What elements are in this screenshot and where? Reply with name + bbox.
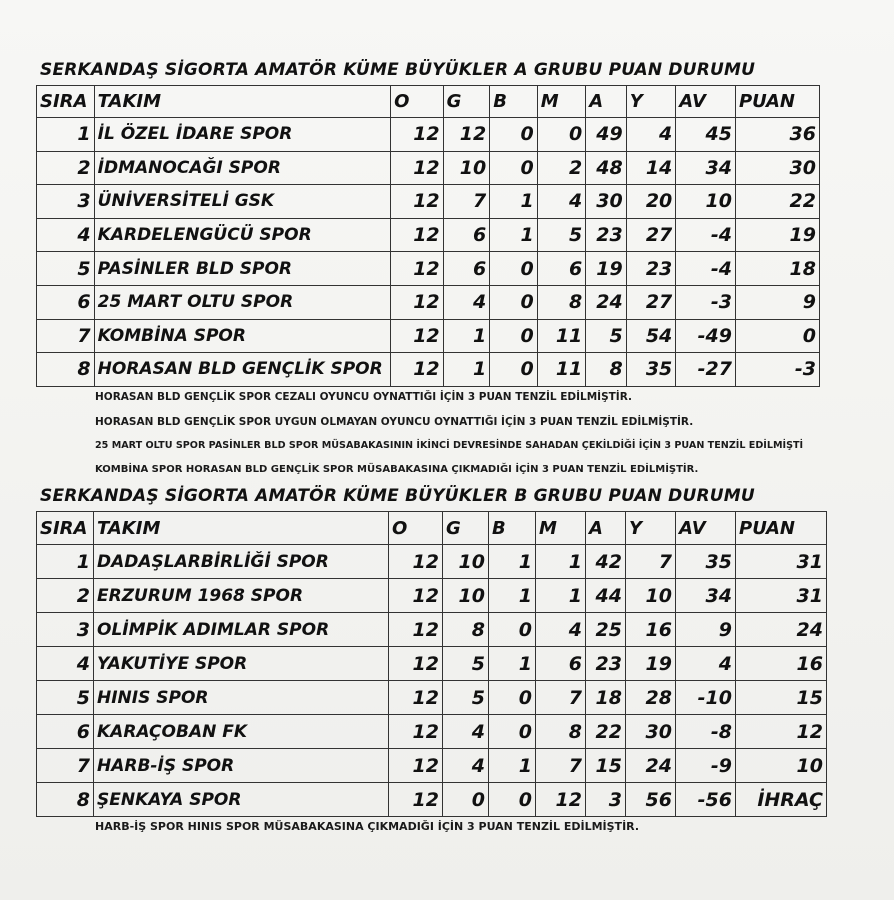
lost-cell: 5: [537, 218, 586, 252]
won-cell: 0: [443, 783, 489, 817]
table-row: [37, 319, 820, 353]
drawn-cell: 1: [490, 185, 538, 219]
goals-for-cell: 18: [586, 681, 626, 715]
played-cell: 12: [389, 647, 443, 681]
goal-diff-cell: 45: [676, 118, 736, 152]
column-header-puan: PUAN: [735, 86, 819, 118]
rank-cell: 1: [37, 118, 95, 152]
lost-cell: 6: [536, 647, 586, 681]
rank-cell: 2: [37, 579, 94, 613]
goal-diff-cell: 4: [676, 647, 736, 681]
played-cell: 12: [391, 218, 444, 252]
group-b-note: HARB-İŞ SPOR HINIS SPOR MÜSABAKASINA ÇIKMADIĞI İÇİN 3 PUAN TENZİL EDİLMİŞTİR.: [95, 820, 640, 833]
team-cell: KARAÇOBAN FK: [94, 715, 389, 749]
column-header-a: A: [586, 512, 626, 545]
goals-against-cell: 19: [626, 647, 676, 681]
lost-cell: 8: [536, 715, 586, 749]
goals-for-cell: 22: [586, 715, 626, 749]
points-cell: 19: [735, 218, 819, 252]
points-cell: 10: [736, 749, 827, 783]
rank-cell: 8: [37, 783, 94, 817]
rank-cell: 4: [37, 647, 94, 681]
lost-cell: 11: [537, 353, 586, 387]
won-cell: 7: [443, 185, 490, 219]
goals-for-cell: 44: [586, 579, 626, 613]
table-row: [37, 545, 827, 579]
won-cell: 6: [443, 218, 490, 252]
column-header-av: AV: [676, 512, 736, 545]
drawn-cell: 1: [489, 579, 536, 613]
team-cell: HARB-İŞ SPOR: [94, 749, 389, 783]
played-cell: 12: [391, 118, 444, 152]
goal-diff-cell: 35: [676, 545, 736, 579]
points-cell: İHRAÇ: [736, 783, 827, 817]
team-cell: ERZURUM 1968 SPOR: [94, 579, 389, 613]
lost-cell: 1: [536, 579, 586, 613]
lost-cell: 12: [536, 783, 586, 817]
goal-diff-cell: -8: [676, 715, 736, 749]
table-row: [37, 647, 827, 681]
points-cell: 22: [735, 185, 819, 219]
table-row: [37, 118, 820, 152]
column-header-m: M: [537, 86, 586, 118]
table-row: [37, 151, 820, 185]
column-header-o: O: [389, 512, 443, 545]
goal-diff-cell: -9: [676, 749, 736, 783]
goal-diff-cell: -4: [676, 252, 736, 286]
goals-against-cell: 54: [626, 319, 676, 353]
played-cell: 12: [391, 353, 444, 387]
goals-for-cell: 5: [586, 319, 626, 353]
table-row: [37, 783, 827, 817]
column-header-sira: SIRA: [37, 86, 95, 118]
played-cell: 12: [391, 319, 444, 353]
goals-against-cell: 7: [626, 545, 676, 579]
rank-cell: 1: [37, 545, 94, 579]
played-cell: 12: [391, 185, 444, 219]
points-cell: 31: [736, 545, 827, 579]
column-header-y: Y: [626, 86, 676, 118]
won-cell: 5: [443, 681, 489, 715]
drawn-cell: 1: [490, 218, 538, 252]
goals-for-cell: 8: [586, 353, 626, 387]
points-cell: 16: [736, 647, 827, 681]
goals-for-cell: 15: [586, 749, 626, 783]
rank-cell: 5: [37, 252, 95, 286]
column-header-takim: TAKIM: [94, 86, 390, 118]
group-a-table: [36, 85, 820, 387]
table-header-row: [37, 512, 827, 545]
points-cell: 24: [736, 613, 827, 647]
table-row: [37, 285, 820, 319]
drawn-cell: 0: [489, 715, 536, 749]
played-cell: 12: [391, 285, 444, 319]
points-cell: 18: [735, 252, 819, 286]
won-cell: 1: [443, 319, 490, 353]
rank-cell: 6: [37, 285, 95, 319]
rank-cell: 5: [37, 681, 94, 715]
won-cell: 12: [443, 118, 490, 152]
group-a-note: 25 MART OLTU SPOR PASİNLER BLD SPOR MÜSABAKASININ İKİNCİ DEVRESİNDE SAHADAN ÇEKİLDİĞİ İÇİN 3 PUAN TENZİL EDİLMİŞTİ: [95, 440, 804, 451]
points-cell: 31: [736, 579, 827, 613]
column-header-av: AV: [676, 86, 736, 118]
drawn-cell: 0: [490, 319, 538, 353]
table-row: [37, 715, 827, 749]
goal-diff-cell: -49: [676, 319, 736, 353]
goals-for-cell: 24: [586, 285, 626, 319]
drawn-cell: 0: [490, 118, 538, 152]
group-a-title: SERKANDAŞ SİGORTA AMATÖR KÜME BÜYÜKLER A GRUBU PUAN DURUMU: [40, 60, 756, 80]
won-cell: 4: [443, 749, 489, 783]
team-cell: YAKUTİYE SPOR: [94, 647, 389, 681]
rank-cell: 4: [37, 218, 95, 252]
drawn-cell: 0: [490, 252, 538, 286]
team-cell: DADAŞLARBİRLİĞİ SPOR: [94, 545, 389, 579]
column-header-b: B: [489, 512, 536, 545]
drawn-cell: 0: [489, 783, 536, 817]
points-cell: 36: [735, 118, 819, 152]
team-cell: PASİNLER BLD SPOR: [94, 252, 390, 286]
goals-for-cell: 49: [586, 118, 626, 152]
played-cell: 12: [391, 252, 444, 286]
table-row: [37, 218, 820, 252]
rank-cell: 2: [37, 151, 95, 185]
group-b-title: SERKANDAŞ SİGORTA AMATÖR KÜME BÜYÜKLER B GRUBU PUAN DURUMU: [40, 486, 755, 506]
goal-diff-cell: -3: [676, 285, 736, 319]
table-header-row: [37, 86, 820, 118]
rank-cell: 6: [37, 715, 94, 749]
goals-for-cell: 3: [586, 783, 626, 817]
goals-for-cell: 30: [586, 185, 626, 219]
goal-diff-cell: 9: [676, 613, 736, 647]
lost-cell: 2: [537, 151, 586, 185]
goals-against-cell: 28: [626, 681, 676, 715]
goal-diff-cell: 34: [676, 579, 736, 613]
lost-cell: 11: [537, 319, 586, 353]
goals-against-cell: 20: [626, 185, 676, 219]
table-row: [37, 613, 827, 647]
points-cell: 12: [736, 715, 827, 749]
won-cell: 8: [443, 613, 489, 647]
team-cell: ŞENKAYA SPOR: [94, 783, 389, 817]
goals-against-cell: 56: [626, 783, 676, 817]
lost-cell: 7: [536, 749, 586, 783]
goals-against-cell: 27: [626, 285, 676, 319]
played-cell: 12: [389, 681, 443, 715]
played-cell: 12: [389, 715, 443, 749]
goals-against-cell: 23: [626, 252, 676, 286]
drawn-cell: 0: [489, 613, 536, 647]
column-header-puan: PUAN: [736, 512, 827, 545]
lost-cell: 8: [537, 285, 586, 319]
table-row: [37, 353, 820, 387]
won-cell: 5: [443, 647, 489, 681]
lost-cell: 0: [537, 118, 586, 152]
points-cell: 15: [736, 681, 827, 715]
goal-diff-cell: -56: [676, 783, 736, 817]
table-row: [37, 579, 827, 613]
group-b-table: [36, 511, 827, 817]
column-header-o: O: [391, 86, 444, 118]
team-cell: HORASAN BLD GENÇLİK SPOR: [94, 353, 390, 387]
group-a-note: KOMBİNA SPOR HORASAN BLD GENÇLİK SPOR MÜSABAKASINA ÇIKMADIĞI İÇİN 3 PUAN TENZİL EDİLMİŞTİR.: [95, 464, 699, 475]
points-cell: -3: [735, 353, 819, 387]
team-cell: ÜNİVERSİTELİ GSK: [94, 185, 390, 219]
team-cell: HINIS SPOR: [94, 681, 389, 715]
lost-cell: 6: [537, 252, 586, 286]
table-row: [37, 681, 827, 715]
group-a-note: HORASAN BLD GENÇLİK SPOR CEZALI OYUNCU OYNATTIĞI İÇİN 3 PUAN TENZİL EDİLMİŞTİR.: [95, 391, 632, 403]
column-header-y: Y: [626, 512, 676, 545]
rank-cell: 8: [37, 353, 95, 387]
drawn-cell: 1: [489, 749, 536, 783]
drawn-cell: 0: [490, 151, 538, 185]
goals-against-cell: 24: [626, 749, 676, 783]
drawn-cell: 0: [489, 681, 536, 715]
lost-cell: 1: [536, 545, 586, 579]
column-header-g: G: [443, 86, 490, 118]
goals-against-cell: 4: [626, 118, 676, 152]
played-cell: 12: [389, 579, 443, 613]
drawn-cell: 0: [490, 353, 538, 387]
played-cell: 12: [389, 749, 443, 783]
goal-diff-cell: -27: [676, 353, 736, 387]
played-cell: 12: [389, 613, 443, 647]
goals-against-cell: 27: [626, 218, 676, 252]
column-header-m: M: [536, 512, 586, 545]
goals-against-cell: 10: [626, 579, 676, 613]
goals-for-cell: 42: [586, 545, 626, 579]
won-cell: 10: [443, 545, 489, 579]
drawn-cell: 1: [489, 647, 536, 681]
goals-against-cell: 16: [626, 613, 676, 647]
lost-cell: 4: [537, 185, 586, 219]
team-cell: İDMANOCAĞI SPOR: [94, 151, 390, 185]
column-header-b: B: [490, 86, 538, 118]
column-header-sira: SIRA: [37, 512, 94, 545]
team-cell: 25 MART OLTU SPOR: [94, 285, 390, 319]
goals-against-cell: 35: [626, 353, 676, 387]
drawn-cell: 1: [489, 545, 536, 579]
points-cell: 9: [735, 285, 819, 319]
goals-against-cell: 14: [626, 151, 676, 185]
rank-cell: 3: [37, 613, 94, 647]
goals-for-cell: 48: [586, 151, 626, 185]
table-row: [37, 185, 820, 219]
points-cell: 0: [735, 319, 819, 353]
goal-diff-cell: 34: [676, 151, 736, 185]
goal-diff-cell: 10: [676, 185, 736, 219]
played-cell: 12: [391, 151, 444, 185]
team-cell: KARDELENGÜCÜ SPOR: [94, 218, 390, 252]
column-header-takim: TAKIM: [94, 512, 389, 545]
rank-cell: 7: [37, 749, 94, 783]
rank-cell: 7: [37, 319, 95, 353]
drawn-cell: 0: [490, 285, 538, 319]
table-row: [37, 252, 820, 286]
played-cell: 12: [389, 783, 443, 817]
table-row: [37, 749, 827, 783]
goal-diff-cell: -4: [676, 218, 736, 252]
goals-for-cell: 23: [586, 218, 626, 252]
column-header-a: A: [586, 86, 626, 118]
goal-diff-cell: -10: [676, 681, 736, 715]
won-cell: 10: [443, 579, 489, 613]
won-cell: 10: [443, 151, 490, 185]
goals-for-cell: 25: [586, 613, 626, 647]
won-cell: 1: [443, 353, 490, 387]
group-a-note: HORASAN BLD GENÇLİK SPOR UYGUN OLMAYAN OYUNCU OYNATTIĞI İÇİN 3 PUAN TENZİL EDİLMİŞTİR.: [95, 416, 694, 428]
lost-cell: 7: [536, 681, 586, 715]
column-header-g: G: [443, 512, 489, 545]
team-cell: İL ÖZEL İDARE SPOR: [94, 118, 390, 152]
rank-cell: 3: [37, 185, 95, 219]
played-cell: 12: [389, 545, 443, 579]
goals-for-cell: 19: [586, 252, 626, 286]
goals-for-cell: 23: [586, 647, 626, 681]
won-cell: 6: [443, 252, 490, 286]
won-cell: 4: [443, 715, 489, 749]
team-cell: OLİMPİK ADIMLAR SPOR: [94, 613, 389, 647]
team-cell: KOMBİNA SPOR: [94, 319, 390, 353]
lost-cell: 4: [536, 613, 586, 647]
won-cell: 4: [443, 285, 490, 319]
points-cell: 30: [735, 151, 819, 185]
goals-against-cell: 30: [626, 715, 676, 749]
